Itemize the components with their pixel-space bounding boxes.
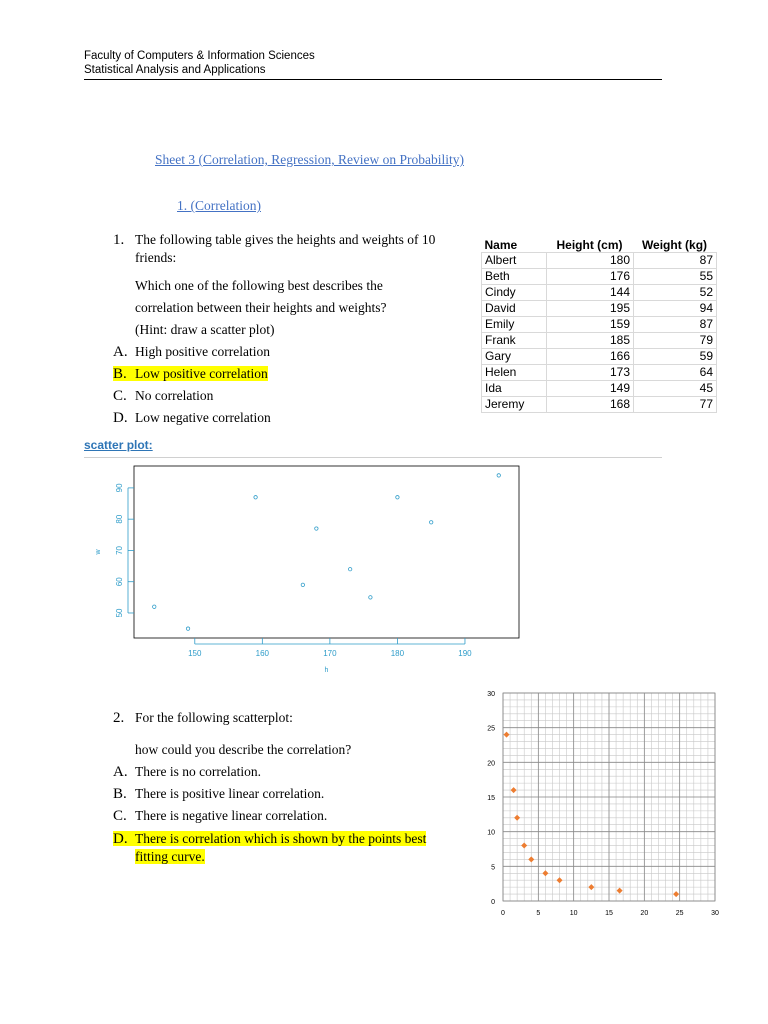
x-tick-label: 30 bbox=[711, 910, 719, 917]
x-tick-label: 20 bbox=[640, 910, 649, 917]
table-cell-name: Emily bbox=[482, 317, 547, 333]
x-tick-label: 190 bbox=[458, 649, 472, 658]
table-row bbox=[482, 317, 717, 333]
y-axis-label: w bbox=[95, 549, 102, 555]
data-point bbox=[528, 856, 534, 862]
table-cell-name: Beth bbox=[482, 269, 547, 285]
q1-option-c bbox=[113, 385, 473, 407]
y-tick-label: 25 bbox=[487, 725, 495, 733]
q2-prompt: how could you describe the correlation? bbox=[135, 742, 352, 757]
x-tick-label: 180 bbox=[390, 649, 405, 658]
data-point bbox=[396, 496, 399, 499]
data-point bbox=[254, 496, 257, 499]
table-row bbox=[482, 333, 717, 349]
table-row bbox=[482, 301, 717, 317]
table-cell-name: Cindy bbox=[482, 285, 547, 301]
x-axis-label: h bbox=[324, 667, 329, 674]
data-point bbox=[315, 527, 318, 530]
table-cell-name: Jeremy bbox=[482, 397, 547, 413]
table-row bbox=[482, 381, 717, 397]
data-point bbox=[153, 605, 156, 608]
q2-option-b-text: There is positive linear correlation. bbox=[135, 786, 325, 801]
header-divider bbox=[84, 79, 662, 80]
q2-option-a bbox=[113, 761, 473, 783]
scatter-plot-label: scatter plot: bbox=[84, 438, 153, 452]
table-cell-weight: 87 bbox=[634, 317, 717, 333]
data-point bbox=[348, 568, 351, 571]
y-tick-label: 0 bbox=[491, 899, 495, 906]
x-tick-label: 150 bbox=[188, 649, 202, 658]
data-point bbox=[186, 627, 189, 630]
y-tick-label: 30 bbox=[487, 691, 495, 698]
table-cell-weight: 64 bbox=[634, 365, 717, 381]
q2-option-d-text: There is correlation which is shown by the points best bbox=[135, 831, 427, 846]
scatter-plot-divider bbox=[84, 457, 662, 458]
height-weight-scatter-chart bbox=[84, 460, 524, 680]
table-cell-name: Frank bbox=[482, 333, 547, 349]
q1-prompt-1: Which one of the following best describes the bbox=[135, 278, 383, 293]
table-cell-weight: 52 bbox=[634, 285, 717, 301]
section-title: 1. (Correlation) bbox=[177, 198, 261, 213]
table-row bbox=[482, 269, 717, 285]
x-tick-label: 10 bbox=[569, 910, 578, 917]
q1-text: The following table gives the heights and weights of 10 bbox=[135, 232, 436, 247]
decay-scatter-chart bbox=[475, 685, 735, 925]
header-faculty: Faculty of Computers & Information Sciences bbox=[84, 50, 315, 62]
table-cell-name: Albert bbox=[482, 253, 547, 269]
table-cell-weight: 55 bbox=[634, 269, 717, 285]
q1-option-c-text: No correlation bbox=[135, 388, 214, 403]
q1-text-cont: friends: bbox=[135, 250, 177, 265]
table-cell-height: 195 bbox=[547, 301, 634, 317]
q2-number: 2. bbox=[113, 710, 125, 726]
y-tick-label: 10 bbox=[487, 829, 495, 837]
table-row bbox=[482, 397, 717, 413]
q2-option-b bbox=[113, 783, 473, 805]
q2-option-a-letter: A. bbox=[113, 764, 128, 780]
data-point bbox=[369, 596, 372, 599]
x-tick-label: 25 bbox=[675, 910, 684, 917]
table-cell-height: 173 bbox=[547, 365, 634, 381]
data-point bbox=[542, 870, 548, 876]
x-tick-label: 5 bbox=[536, 910, 541, 917]
q1-option-b bbox=[113, 363, 473, 385]
table-cell-weight: 94 bbox=[634, 301, 717, 317]
data-point bbox=[429, 521, 432, 524]
x-tick-label: 0 bbox=[501, 910, 505, 917]
table-cell-weight: 45 bbox=[634, 381, 717, 397]
q2-option-c bbox=[113, 805, 473, 827]
y-tick-label: 60 bbox=[115, 577, 124, 587]
y-tick-label: 5 bbox=[491, 864, 495, 872]
table-cell-name: Ida bbox=[482, 381, 547, 397]
data-point bbox=[511, 787, 517, 793]
q1-option-d bbox=[113, 407, 473, 429]
q1-option-b-text: Low positive correlation bbox=[135, 366, 268, 381]
data-point bbox=[521, 843, 527, 849]
q1-hint: (Hint: draw a scatter plot) bbox=[135, 322, 275, 337]
table-header-weight: Weight (kg) bbox=[641, 237, 708, 252]
q2-option-d-letter: D. bbox=[113, 831, 128, 847]
y-tick-label: 20 bbox=[487, 760, 495, 768]
q1-option-a-letter: A. bbox=[113, 344, 128, 360]
table-cell-height: 185 bbox=[547, 333, 634, 349]
q2-option-c-letter: C. bbox=[113, 808, 127, 824]
table-cell-weight: 77 bbox=[634, 397, 717, 413]
q2-text: For the following scatterplot: bbox=[135, 710, 293, 725]
table-cell-weight: 87 bbox=[634, 253, 717, 269]
question-1 bbox=[113, 229, 473, 429]
y-tick-label: 90 bbox=[115, 483, 124, 493]
q2-option-c-text: There is negative linear correlation. bbox=[135, 808, 328, 823]
q1-option-a-text: High positive correlation bbox=[135, 344, 270, 359]
q2-option-a-text: There is no correlation. bbox=[135, 764, 261, 779]
y-tick-label: 15 bbox=[487, 795, 495, 802]
table-cell-height: 180 bbox=[547, 253, 634, 269]
data-point bbox=[673, 891, 679, 897]
y-tick-label: 70 bbox=[115, 545, 124, 555]
x-tick-label: 15 bbox=[605, 910, 613, 917]
data-point bbox=[557, 877, 563, 883]
x-tick-label: 170 bbox=[323, 649, 337, 658]
q1-option-c-letter: C. bbox=[113, 388, 127, 404]
table-cell-height: 168 bbox=[547, 397, 634, 413]
table-row bbox=[482, 285, 717, 301]
table-cell-weight: 59 bbox=[634, 349, 717, 365]
data-point bbox=[514, 815, 520, 821]
data-point bbox=[588, 884, 594, 890]
q1-number: 1. bbox=[113, 232, 125, 248]
table-header-row bbox=[482, 237, 717, 253]
table-header-name: Name bbox=[484, 237, 518, 252]
q1-prompt-2: correlation between their heights and weights? bbox=[135, 300, 387, 315]
table-cell-height: 144 bbox=[547, 285, 634, 301]
q1-option-d-text: Low negative correlation bbox=[135, 410, 271, 425]
table-header-height: Height (cm) bbox=[556, 237, 623, 252]
q1-option-d-letter: D. bbox=[113, 410, 128, 426]
table-row bbox=[482, 349, 717, 365]
plot-frame bbox=[134, 466, 519, 638]
table-cell-height: 166 bbox=[547, 349, 634, 365]
table-row bbox=[482, 365, 717, 381]
q2-option-d bbox=[113, 830, 473, 866]
q1-option-a bbox=[113, 341, 473, 363]
q1-option-b-letter: B. bbox=[113, 366, 127, 382]
data-point bbox=[497, 474, 500, 477]
table-row bbox=[482, 253, 717, 269]
sheet-title: Sheet 3 (Correlation, Regression, Review on Probability) bbox=[155, 152, 464, 167]
data-point bbox=[504, 732, 510, 738]
y-tick-label: 80 bbox=[115, 514, 124, 524]
table-cell-name: Helen bbox=[482, 365, 547, 381]
table-cell-name: David bbox=[482, 301, 547, 317]
data-point bbox=[301, 583, 304, 586]
data-point bbox=[617, 888, 623, 894]
height-weight-table bbox=[481, 237, 717, 413]
y-tick-label: 50 bbox=[115, 608, 124, 618]
q2-option-d-text-cont: fitting curve. bbox=[135, 849, 205, 864]
table-cell-name: Gary bbox=[482, 349, 547, 365]
header-course: Statistical Analysis and Applications bbox=[84, 64, 266, 76]
x-tick-label: 160 bbox=[255, 649, 270, 658]
q2-option-b-letter: B. bbox=[113, 786, 127, 802]
question-2 bbox=[113, 707, 473, 866]
table-cell-height: 176 bbox=[547, 269, 634, 285]
table-cell-height: 149 bbox=[547, 381, 634, 397]
table-cell-weight: 79 bbox=[634, 333, 717, 349]
table-cell-height: 159 bbox=[547, 317, 634, 333]
